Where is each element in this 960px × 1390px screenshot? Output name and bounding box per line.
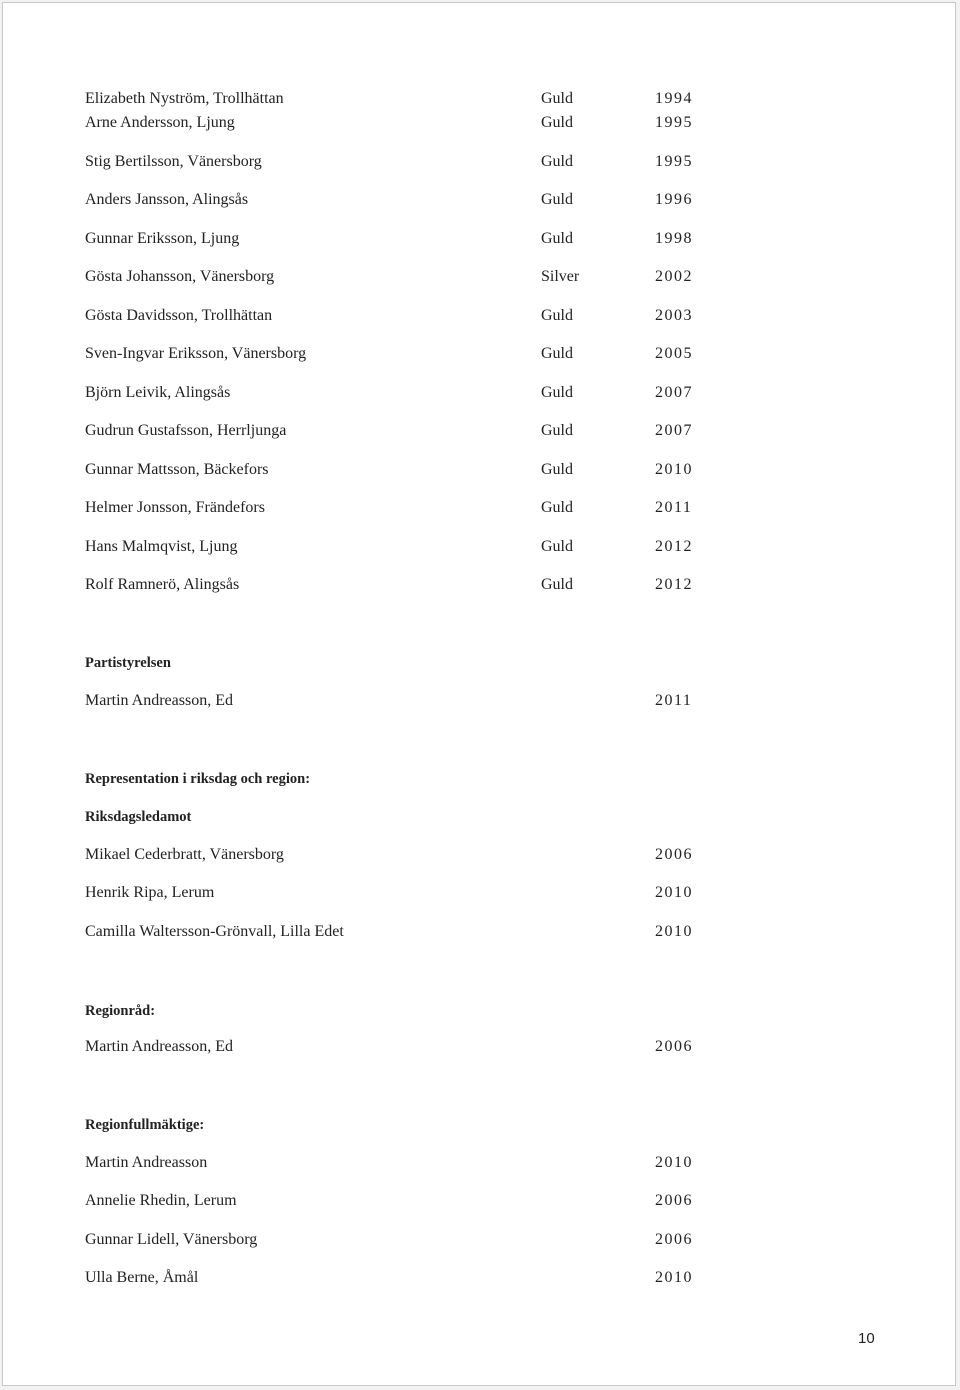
medal-type: Guld (541, 114, 573, 131)
term-year: 2006 (655, 846, 693, 863)
member-name: Sven-Ingvar Eriksson, Vänersborg (85, 345, 307, 362)
medal-type: Guld (541, 538, 573, 555)
document-page (2, 2, 956, 1386)
medal-list-row (85, 188, 705, 212)
list-item (85, 920, 705, 944)
medal-list-row (85, 342, 705, 366)
medal-type: Guld (541, 576, 573, 593)
medal-type: Guld (541, 384, 573, 401)
award-year: 1996 (655, 191, 693, 208)
list-item (85, 881, 705, 905)
medal-type: Guld (541, 307, 573, 324)
medal-list-row (85, 150, 705, 174)
member-name: Martin Andreasson (85, 1154, 208, 1171)
award-year: 2012 (655, 576, 693, 593)
member-name: Rolf Ramnerö, Alingsås (85, 576, 240, 593)
medal-type: Guld (541, 461, 573, 478)
award-year: 2007 (655, 384, 693, 401)
list-item (85, 1266, 705, 1290)
term-year: 2006 (655, 1038, 693, 1055)
award-year: 1995 (655, 114, 693, 131)
award-year: 2003 (655, 307, 693, 324)
member-name: Hans Malmqvist, Ljung (85, 538, 238, 555)
member-name: Martin Andreasson, Ed (85, 1038, 233, 1055)
member-name: Annelie Rhedin, Lerum (85, 1192, 237, 1209)
medal-list-row (85, 419, 705, 443)
list-item (85, 1151, 705, 1175)
medal-list-row (85, 381, 705, 405)
section-heading-partistyrelsen: Partistyrelsen (85, 655, 171, 671)
list-item (85, 843, 705, 867)
award-year: 2010 (655, 461, 693, 478)
medal-type: Guld (541, 191, 573, 208)
member-name: Mikael Cederbratt, Vänersborg (85, 846, 284, 863)
medal-list-row (85, 227, 705, 251)
member-name: Helmer Jonsson, Frändefors (85, 499, 265, 516)
medal-list-row (85, 458, 705, 482)
medal-list-row (85, 304, 705, 328)
medal-type: Guld (541, 153, 573, 170)
member-name: Gösta Johansson, Vänersborg (85, 268, 275, 285)
term-year: 2010 (655, 1269, 693, 1286)
list-item (85, 1035, 705, 1059)
medal-list-row (85, 535, 705, 559)
medal-list-row (85, 87, 705, 111)
term-year: 2010 (655, 884, 693, 901)
member-name: Gunnar Eriksson, Ljung (85, 230, 240, 247)
award-year: 2011 (655, 499, 693, 516)
member-name: Elizabeth Nyström, Trollhättan (85, 90, 284, 107)
term-year: 2006 (655, 1192, 693, 1209)
term-year: 2006 (655, 1231, 693, 1248)
page-number: 10 (858, 1330, 875, 1347)
award-year: 1998 (655, 230, 693, 247)
section-heading-regionfullmaktige: Regionfullmäktige: (85, 1117, 205, 1133)
medal-type: Guld (541, 422, 573, 439)
member-name: Björn Leivik, Alingsås (85, 384, 231, 401)
medal-type: Silver (541, 268, 580, 285)
member-name: Gunnar Mattsson, Bäckefors (85, 461, 269, 478)
medal-list-row (85, 265, 705, 289)
medal-type: Guld (541, 90, 573, 107)
member-name: Martin Andreasson, Ed (85, 692, 233, 709)
list-item (85, 1189, 705, 1213)
member-name: Camilla Waltersson-Grönvall, Lilla Edet (85, 923, 344, 940)
medal-type: Guld (541, 499, 573, 516)
section-heading-riksdagsledamot: Riksdagsledamot (85, 809, 192, 825)
section-heading-regionrad: Regionråd: (85, 1003, 156, 1019)
member-name: Henrik Ripa, Lerum (85, 884, 215, 901)
member-name: Ulla Berne, Åmål (85, 1269, 199, 1286)
list-item (85, 689, 705, 713)
award-year: 2002 (655, 268, 693, 285)
medal-list-row (85, 573, 705, 597)
medal-type: Guld (541, 230, 573, 247)
term-year: 2010 (655, 1154, 693, 1171)
term-year: 2010 (655, 923, 693, 940)
award-year: 2012 (655, 538, 693, 555)
list-item (85, 1228, 705, 1252)
member-name: Stig Bertilsson, Vänersborg (85, 153, 262, 170)
award-year: 2007 (655, 422, 693, 439)
term-year: 2011 (655, 692, 693, 709)
award-year: 1994 (655, 90, 693, 107)
section-heading-representation: Representation i riksdag och region: (85, 771, 311, 787)
member-name: Anders Jansson, Alingsås (85, 191, 249, 208)
medal-list-row (85, 111, 705, 135)
member-name: Gösta Davidsson, Trollhättan (85, 307, 273, 324)
award-year: 1995 (655, 153, 693, 170)
medal-type: Guld (541, 345, 573, 362)
member-name: Gunnar Lidell, Vänersborg (85, 1231, 258, 1248)
page-content (3, 3, 955, 1385)
award-year: 2005 (655, 345, 693, 362)
medal-list-row (85, 496, 705, 520)
member-name: Arne Andersson, Ljung (85, 114, 235, 131)
member-name: Gudrun Gustafsson, Herrljunga (85, 422, 287, 439)
